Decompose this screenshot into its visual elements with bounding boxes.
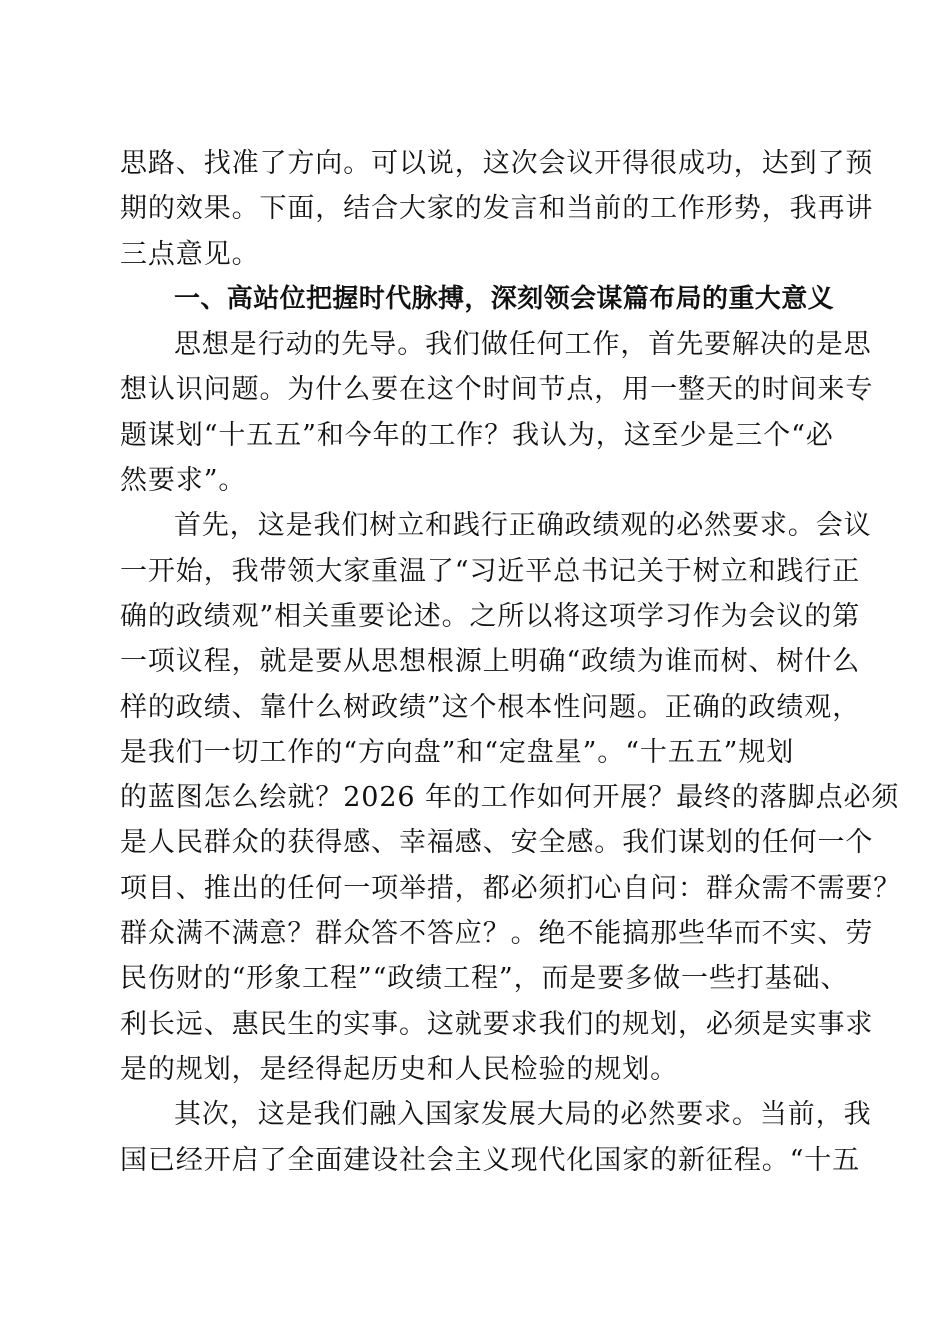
text-line: 国已经开启了全面建设社会主义现代化国家的新征程。“十五 [120,1144,861,1176]
text-line: 群众满不满意？群众答不答应？。绝不能搞那些华而不实、劳 [120,918,874,950]
text-line: 的蓝图怎么绘就？2026 年的工作如何开展？最终的落脚点必须 [120,782,900,814]
document-body [120,141,902,1183]
text-line: 三点意见。 [120,238,260,270]
text-line: 其次，这是我们融入国家发展大局的必然要求。当前，我 [174,1099,872,1131]
text-line: 首先，这是我们树立和践行正确政绩观的必然要求。会议 [174,510,872,542]
text-line: 是人民群众的获得感、幸福感、安全感。我们谋划的任何一个 [120,827,874,859]
text-line: 思想是行动的先导。我们做任何工作，首先要解决的是思 [174,329,872,361]
text-line: 一开始，我带领大家重温了“习近平总书记关于树立和践行正 [120,555,861,587]
text-line: 样的政绩、靠什么树政绩”这个根本性问题。正确的政绩观， [120,691,861,723]
text-line: 民伤财的“形象工程”“政绩工程”，而是要多做一些打基础、 [120,963,849,995]
text-line: 期的效果。下面，结合大家的发言和当前的工作形势，我再讲 [120,193,874,225]
text-line: 想认识问题。为什么要在这个时间节点，用一整天的时间来专 [120,374,874,406]
text-line: 一项议程，就是要从思想根源上明确“政绩为谁而树、树什么 [120,646,861,678]
text-line: 确的政绩观”相关重要论述。之所以将这项学习作为会议的第 [120,600,861,632]
text-line: 然要求”。 [120,465,247,497]
text-line: 是的规划，是经得起历史和人民检验的规划。 [120,1053,678,1085]
text-line: 思路、找准了方向。可以说，这次会议开得很成功，达到了预 [120,148,874,179]
text-line: 题谋划“十五五”和今年的工作？我认为，这至少是三个“必 [120,419,834,451]
text-line: 是我们一切工作的“方向盘”和“定盘星”。“十五五”规划 [120,736,795,768]
text-line: 项目、推出的任何一项举措，都必须扪心自问：群众需不需要？ [120,872,902,904]
section-heading: 一、高站位把握时代脉搏，深刻领会谋篇布局的重大意义 [174,283,835,314]
text-line: 利长远、惠民生的实事。这就要求我们的规划，必须是实事求 [120,1008,874,1040]
